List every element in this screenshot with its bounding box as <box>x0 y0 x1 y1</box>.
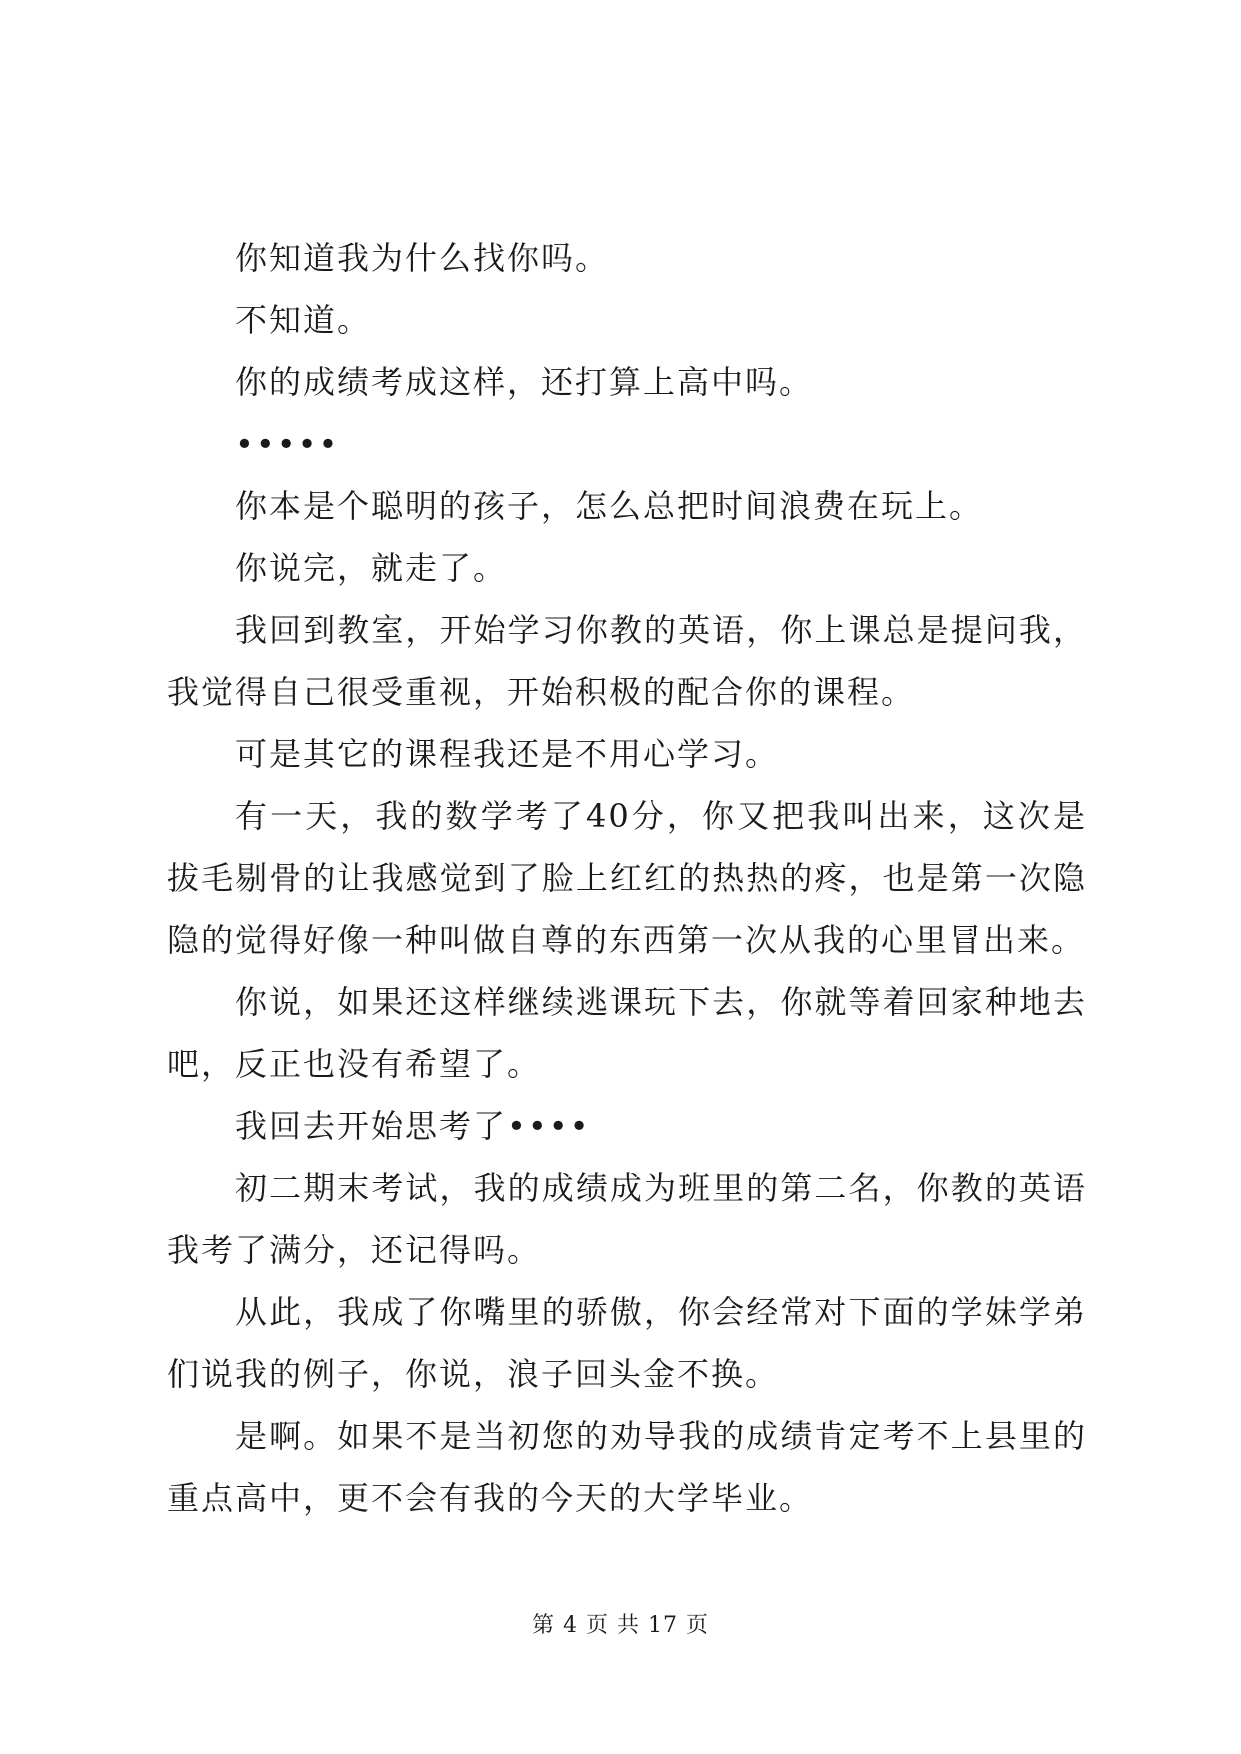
paragraph: 初二期末考试，我的成绩成为班里的第二名，你教的英语我考了满分，还记得吗。 <box>167 1169 1087 1269</box>
paragraph: 从此，我成了你嘴里的骄傲，你会经常对下面的学妹学弟们说我的例子，你说，浪子回头金不换。 <box>167 1293 1087 1393</box>
paragraph: 你说，如果还这样继续逃课玩下去，你就等着回家种地去吧，反正也没有希望了。 <box>167 983 1087 1083</box>
paragraph: 你说完，就走了。 <box>235 549 508 587</box>
ellipsis-paragraph: ••••• <box>235 425 340 463</box>
paragraph: 你知道我为什么找你吗。 <box>235 239 610 277</box>
paragraph: 你本是个聪明的孩子，怎么总把时间浪费在玩上。 <box>235 487 984 525</box>
paragraph: 不知道。 <box>235 301 372 339</box>
paragraph: 有一天，我的数学考了40分，你又把我叫出来，这次是拔毛剔骨的让我感觉到了脸上红红的热热的疼，也是第一次隐隐的觉得好像一种叫做自尊的东西第一次从我的心里冒出来。 <box>167 797 1087 959</box>
page-number-footer: 第 4 页 共 17 页 <box>532 1613 709 1638</box>
paragraph: 是啊。如果不是当初您的劝导我的成绩肯定考不上县里的重点高中，更不会有我的今天的大学毕业。 <box>167 1417 1087 1517</box>
paragraph: 我回去开始思考了•••• <box>235 1107 591 1145</box>
paragraph: 可是其它的课程我还是不用心学习。 <box>235 735 780 773</box>
paragraph: 我回到教室，开始学习你教的英语，你上课总是提问我，我觉得自己很受重视，开始积极的配合你的课程。 <box>167 611 1087 711</box>
paragraph: 你的成绩考成这样，还打算上高中吗。 <box>235 363 814 401</box>
body-text <box>167 227 1087 1529</box>
